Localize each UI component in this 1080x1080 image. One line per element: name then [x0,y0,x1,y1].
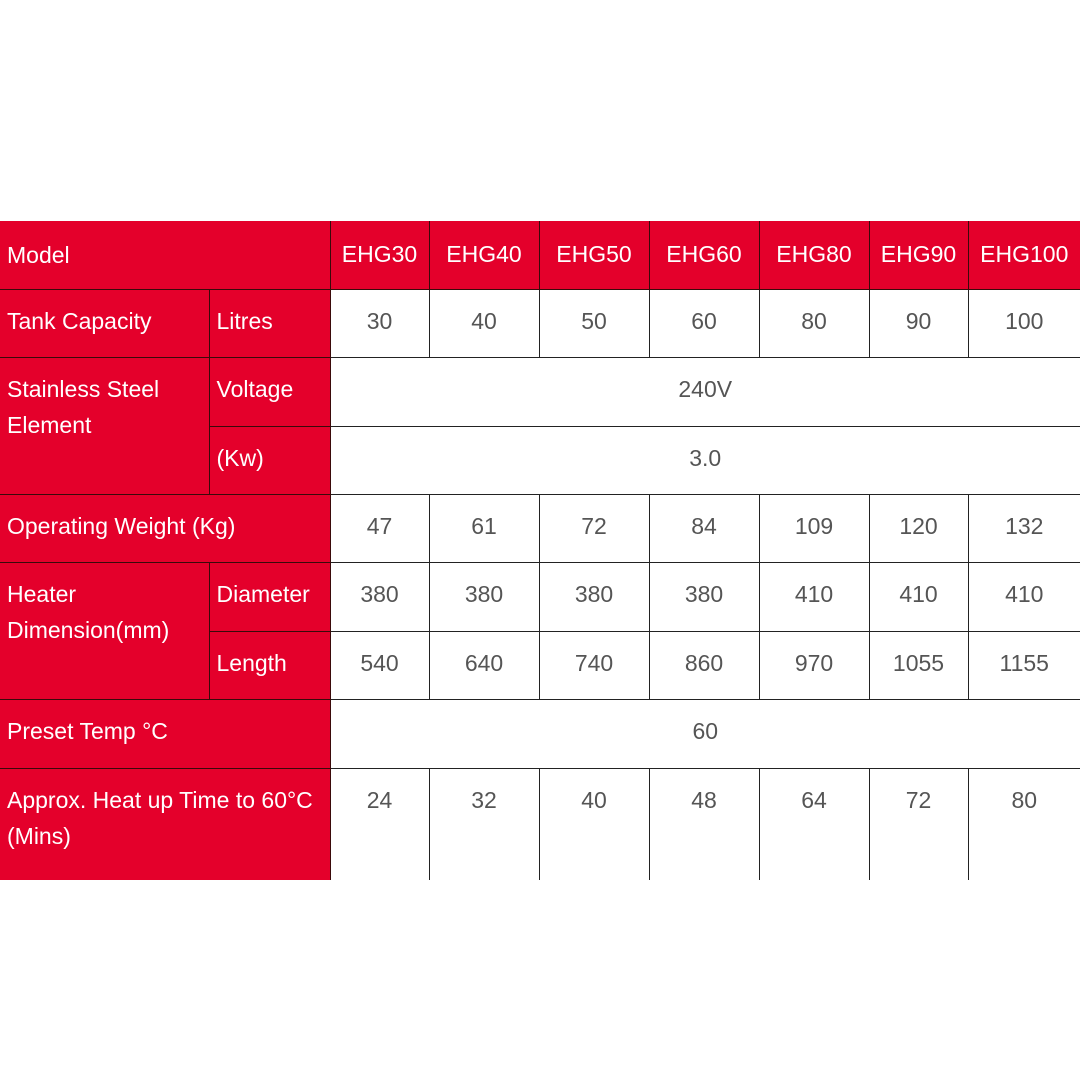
model-header-row [0,221,1080,289]
operating-weight-value: 61 [429,494,539,562]
preset-temp-row [0,699,1080,768]
heat-up-time-value: 80 [968,768,1080,880]
diameter-value: 380 [539,562,649,631]
tank-capacity-value: 60 [649,289,759,357]
heat-up-time-value: 48 [649,768,759,880]
heat-up-time-row [0,768,1080,880]
diameter-label: Diameter [209,562,330,631]
voltage-value: 240V [330,357,1080,426]
tank-capacity-value: 40 [429,289,539,357]
model-ehg50: EHG50 [539,221,649,289]
model-ehg30: EHG30 [330,221,429,289]
length-value: 1055 [869,631,968,699]
model-label: Model [0,221,330,289]
diameter-value: 410 [968,562,1080,631]
diameter-value: 380 [330,562,429,631]
heater-dimension-label: Heater Dimension(mm) [0,562,209,699]
heat-up-time-value: 72 [869,768,968,880]
heat-up-time-value: 40 [539,768,649,880]
model-ehg80: EHG80 [759,221,869,289]
length-value: 970 [759,631,869,699]
heater-diameter-row [0,562,1080,631]
model-ehg60: EHG60 [649,221,759,289]
model-ehg90: EHG90 [869,221,968,289]
heat-up-time-label: Approx. Heat up Time to 60°C (Mins) [0,768,330,880]
heat-up-time-value: 64 [759,768,869,880]
tank-capacity-value: 50 [539,289,649,357]
preset-temp-value: 60 [330,699,1080,768]
operating-weight-row [0,494,1080,562]
length-label: Length [209,631,330,699]
tank-capacity-value: 80 [759,289,869,357]
tank-capacity-label: Tank Capacity [0,289,209,357]
diameter-value: 410 [869,562,968,631]
length-value: 1155 [968,631,1080,699]
length-value: 740 [539,631,649,699]
operating-weight-value: 132 [968,494,1080,562]
model-ehg100: EHG100 [968,221,1080,289]
tank-capacity-unit: Litres [209,289,330,357]
length-value: 540 [330,631,429,699]
length-value: 640 [429,631,539,699]
model-ehg40: EHG40 [429,221,539,289]
diameter-value: 410 [759,562,869,631]
spec-table [0,221,1080,880]
element-voltage-row [0,357,1080,426]
voltage-label: Voltage [209,357,330,426]
diameter-value: 380 [429,562,539,631]
operating-weight-value: 109 [759,494,869,562]
length-value: 860 [649,631,759,699]
operating-weight-value: 72 [539,494,649,562]
tank-capacity-value: 100 [968,289,1080,357]
tank-capacity-row [0,289,1080,357]
diameter-value: 380 [649,562,759,631]
operating-weight-value: 120 [869,494,968,562]
operating-weight-value: 47 [330,494,429,562]
heat-up-time-value: 24 [330,768,429,880]
operating-weight-value: 84 [649,494,759,562]
operating-weight-label: Operating Weight (Kg) [0,494,330,562]
kw-value: 3.0 [330,426,1080,494]
preset-temp-label: Preset Temp °C [0,699,330,768]
tank-capacity-value: 90 [869,289,968,357]
element-label: Stainless Steel Element [0,357,209,494]
heat-up-time-value: 32 [429,768,539,880]
tank-capacity-value: 30 [330,289,429,357]
kw-label: (Kw) [209,426,330,494]
